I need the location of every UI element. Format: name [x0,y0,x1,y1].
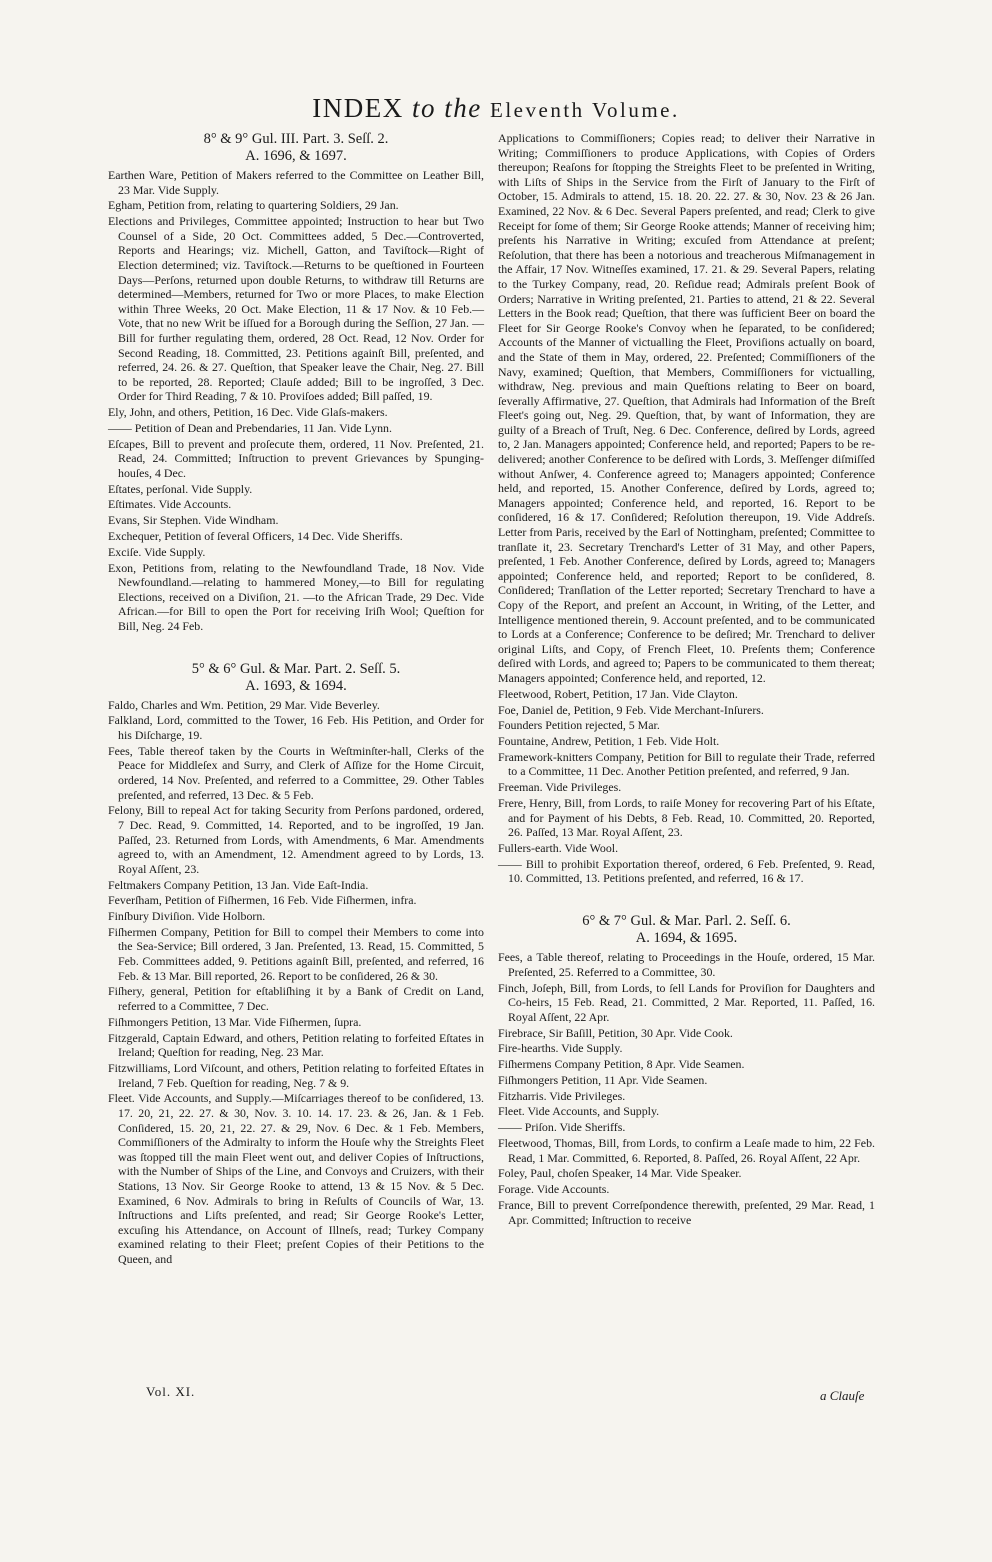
index-entry: Faldo, Charles and Wm. Petition, 29 Mar. Vide Beverley. [108,697,380,712]
section-year: A. 1693, & 1694. [245,677,347,694]
header-index: INDEX [312,93,404,123]
index-entry: Fiſhmongers Petition, 11 Apr. Vide Seamen. [498,1072,708,1087]
index-entry: Fleet. Vide Accounts, and Supply.—Miſcarriages thereof to be conſidered, 13. 17. 20, 21, 22. 27. & 30, Nov. 3. 10. 14. 17. 23. & 26, Jan. & 1 Feb. Conſidered, 15. 20, 21, 22. 27. & 29, Nov. 6 Dec. & 1 Feb. Members, Commiſſioners of the Admiralty to inform the Houſe why the Streights Fleet was ſtopped till the main Fleet went out, and deliver Copies of Inſtructions, with the Number of Ships of the Line, and Convoys and Cruizers, with their Stations, 13 Nov. Sir George Rooke to attend, 13 & 15 Nov. & 5 Dec. Examined, 6 Nov. Admirals to bring in Reſults of Councils of War, 13. Inſtructions and Liſts preſented, and read; Sir George Rooke's Letter, excuſing his Attendance, on Account of Illneſs, read; Turkey Company examined relating to their Fleet; preſent Copies of their Petitions to the Queen, and [108,1091,484,1266]
header-the: the [444,93,482,123]
index-entry: Feverſham, Petition of Fiſhermen, 16 Feb. Vide Fiſhermen, infra. [108,893,417,908]
entry-list [498,687,875,886]
index-entry: Fiſhery, general, Petition for eſtabliſhing it by a Bank of Credit on Land, referred to a Committee, 7 Dec. [108,984,484,1014]
entry-list [108,168,484,633]
index-entry: —— Petition of Dean and Prebendaries, 11 Jan. Vide Lynn. [108,420,392,435]
right-column [498,131,875,1228]
index-entry: Fire-hearths. Vide Supply. [498,1041,623,1056]
index-entry: France, Bill to prevent Correſpondence therewith, preſented, 29 Mar. Read, 1 Apr. Committed; Inſtruction to receive [498,1197,875,1227]
index-entry: Firebrace, Sir Baſill, Petition, 30 Apr. Vide Cook. [498,1025,733,1040]
index-entry: Feltmakers Company Petition, 13 Jan. Vide Eaſt-India. [108,877,369,892]
index-entry: Eſtates, perſonal. Vide Supply. [108,481,253,496]
index-entry: Fleetwood, Thomas, Bill, from Lords, to confirm a Leaſe made to him, 22 Feb. Read, 1 Mar. Committed, 6. Reported, 8. Paſſed, 26. Royal Aſſent, 22 Apr. [498,1135,875,1165]
index-entry: Fleetwood, Robert, Petition, 17 Jan. Vide Clayton. [498,686,738,701]
continuation-text: Applications to Commiſſioners; Copies read; to deliver their Narrative in Writing; Commiſſioners to produce Applications, with Copies of Orders thereupon; Reaſons for ſtopping the Streights Fleet to be preſented in Writing, with Liſts of Ships in the Service from the Firſt of January to the Firſt of October, 15. Admirals to attend, 15. 18. 20. 22. 27. & 30, Nov. 23 & 26 Jan. Examined, 22 Nov. & 6 Dec. Several Papers preſented, and read; Clerk to give Receipt for ſome of them; Sir George Rooke attends; Manner of receiving him; preſents his Narrative in Writing; excuſed from Attendance at preſent; Reſolution, that there has been a notorious and treacherous Miſmanagement in the Affair, 17 Nov. Witneſſes examined, 17. 21. & 29. Several Papers, relating to the Turkey Company, read, 20. Reſidue read; Admirals preſent Book of Orders; Narrative in Writing preſented, 21. Parties to attend, 21 & 22. Several Letters in the Book read; Queſtion, that there was ſufficient Beer on board the Fleet for Sir George Rooke's Convoy when he ſeparated, to be conſidered; Accounts of the Manner of victualling the Fleet, Proviſions actually on board, and the State of them in May, ordered, 22. Preſented; Commiſſioners of the Navy, examined; Queſtion, that Members, Commiſſioners for victualling, withdraw, Neg. previous and main Queſtions relating to Beer on board, ſeverally Affirmative, 27. Queſtion, that Admirals had Information of the Breſt Fleet's going out, Neg. 29. Queſtion, that, by want of Information, they are guilty of a Breach of Truſt, Neg. 6 Dec. Conference, deſired by Lords, agreed to, 2 Jan. Managers appointed; Conference held, and reported; Papers to be re-delivered; another Conference to be deſired with Lords, 3. Meſſenger diſmiſſed without Anſwer, 4. Conference agreed to; Managers appointed; Conference held, and reported, 15. Another Conference, deſired by Lords, agreed to; Managers appointed; Conference held, and reported, 16. Report to be conſidered, 16 & 17. Conſidered; Reſolution thereupon, 19. Vide Addreſs. Letter from Paris, received by the Earl of Nottingham, preſented; Committee to tranſlate it, 23. Secretary Trenchard's Letter of 31 May, and other Papers, preſented, 1 Feb. Another Conference, deſired by Lords, agreed to; Managers appointed; Conference held, and reported; Report to be conſidered, 8. Conſidered; Tranſlation of the Letter reported; Secretary Trenchard to have a Copy of the Report, and preſent an Account, in Writing, of the Letter, and Intelligence mentioned therein, 9. Account preſented, and to be communicated to Lords at a Conference; Conference to be deſired; Mr. Trenchard to deliver original Liſts, and Copy, of French Fleet, 10. Preſents them; Conference deſired with Lords, and agreed to; Papers to be communicated to them thereat; Managers appointed; Conference held, and reported, 12. [498,131,875,685]
index-entry: Earthen Ware, Petition of Makers referred to the Committee on Leather Bill, 23 Mar. Vide Supply. [108,168,484,197]
index-entry: Ely, John, and others, Petition, 16 Dec. Vide Glaſs-makers. [108,405,388,420]
index-entry: Evans, Sir Stephen. Vide Windham. [108,513,279,528]
header-title: Eleventh Volume. [490,98,680,122]
index-entry: Fiſhermens Company Petition, 8 Apr. Vide Seamen. [498,1057,745,1072]
section-heading: 6° & 7° Gul. & Mar. Parl. 2. Seſſ. 6. [582,913,791,930]
index-entry: Foe, Daniel de, Petition, 9 Feb. Vide Merchant-Inſurers. [498,702,764,717]
index-entry: Elections and Privileges, Committee appointed; Instruction to hear but Two Counsel of a Side, 20 Oct. Committees added, 5 Dec.—Controverted, Reports and Hearings; viz. Michell, Gatton, and Taviſtock—Right of Election determined; viz. Taviſtock.—Returns to be queſtioned in Fourteen Days—Perſons, returned upon double Returns, to withdraw till Returns are determined—Members, returned for Two or more Places, to make Election within Three Weeks, 20 Oct. Make Election, 11 & 17 Nov. & 10 Feb.—Vote, that no new Writ be iſſued for a Borough during the Seſſion, 27 Jan. —Bill for further regulating them, ordered, 28 Oct. Read, 12 Nov. Order for Second Reading, 18. Committed, 23. Petitions againſt Bill, preſented, and referred, 24. 26. & 27. Queſtion, that Speaker leave the Chair, Neg. 27. Bill to be reported, 28. Reported; Clauſe added; Bill to be ingroſſed, 3 Dec. Order for Third Reading, 7 & 10. Proviſoes added; Bill paſſed, 19. [108,214,484,404]
index-entry: Falkland, Lord, committed to the Tower, 16 Feb. His Petition, and Order for his Diſcharge, 19. [108,713,484,743]
section-year: A. 1694, & 1695. [635,930,738,947]
page-header [0,93,992,124]
index-entry: Finſbury Diviſion. Vide Holborn. [108,909,266,924]
index-entry: Fitzgerald, Captain Edward, and others, Petition relating to forfeited Eſtates in Ireland; Queſtion for reading, Neg. 23 Mar. [108,1030,484,1060]
index-entry: Exciſe. Vide Supply. [108,544,206,559]
left-column [108,131,484,1268]
index-entry: Fees, a Table thereof, relating to Proceedings in the Houſe, ordered, 15 Mar. Preſented, 25. Referred to a Committee, 30. [498,950,875,979]
index-entry: —— Bill to prohibit Exportation thereof, ordered, 6 Feb. Preſented, 9. Read, 10. Committed, 13. Petitions preſented, and referred, 16 & 17. [498,856,875,886]
index-entry: Fees, Table thereof taken by the Courts in Weſtminſter-hall, Clerks of the Peace for Middleſex and Surry, and Clerk of Aſſize for the Home Circuit, ordered, 14 Nov. Preſented, and referred to a Committee, 29. Other Tables preſented, and referred, 13 Dec. & 5 Feb. [108,743,484,802]
index-entry: Finch, Joſeph, Bill, from Lords, to ſell Lands for Proviſion for Daughters and Co-heirs, 15 Feb. Read, 21. Committed, 2 Mar. Reported, 11. Paſſed, 16. Royal Aſſent, 22 Apr. [498,980,875,1024]
catchword: a Clauſe [820,1388,865,1403]
index-entry: Fiſhermen Company, Petition for Bill to compel their Members to come into the Sea-Service; Bill ordered, 3 Jan. Preſented, 13. Read, 15. Committed, 5 Feb. Committees added, 9. Petitions againſt Bill, preſented, and referred, 16 Feb. & 13 Mar. Bill reported, 26. Report to be conſidered, 26 & 30. [108,924,484,983]
index-entry: Framework-knitters Company, Petition for Bill to regulate their Trade, referred to a Committee, 11 Dec. Another Petition preſented, and referred, 9 Jan. [498,749,875,779]
index-entry: Felony, Bill to repeal Act for taking Security from Perſons pardoned, ordered, 7 Dec. Read, 9. Committed, 14. Reported, and to be ingroſſed, 19 Jan. Paſſed, 23. Returned from Lords, with Amendments, 6 Mar. Amendments agreed to, with an Amendment, 12. Amendment agreed to by Lords, 13. Royal Aſſent, 23. [108,803,484,876]
index-entry: Eſcapes, Bill to prevent and proſecute them, ordered, 11 Nov. Preſented, 21. Read, 24. Committed; Inſtruction to prevent Grievances by Spunging-houſes, 4 Dec. [108,436,484,480]
index-entry: Foley, Paul, choſen Speaker, 14 Mar. Vide Speaker. [498,1166,742,1181]
index-entry: Freeman. Vide Privileges. [498,780,622,795]
index-entry: Eſtimates. Vide Accounts. [108,497,232,512]
header-to: to [412,93,437,123]
index-entry: Fiſhmongers Petition, 13 Mar. Vide Fiſhermen, ſupra. [108,1014,362,1029]
index-entry: Fullers-earth. Vide Wool. [498,841,619,855]
index-entry: Exon, Petitions from, relating to the Newfoundland Trade, 18 Nov. Vide Newfoundland.—relating to hammered Money,—to Bill for regulating Elections, received on a Diviſion, 21. —to the African Trade, 29 Dec. Vide African.—for Bill to open the Port for receiving Iriſh Wool; Queſtion for Bill, Neg. 24 Feb. [108,560,484,633]
index-entry: Forage. Vide Accounts. [498,1182,610,1197]
volume-signature: Vol. XI. [146,1384,196,1399]
index-entry: Fitzharris. Vide Privileges. [498,1088,626,1103]
index-entry: Fitzwilliams, Lord Viſcount, and others, Petition relating to forfeited Eſtates in Ireland, 7 Feb. Queſtion for reading, Neg. 7 & 9. [108,1060,484,1090]
section-heading: 5° & 6° Gul. & Mar. Part. 2. Seſſ. 5. [191,660,401,677]
index-entry: Fountaine, Andrew, Petition, 1 Feb. Vide Holt. [498,734,720,749]
index-entry: —— Priſon. Vide Sheriffs. [498,1120,626,1135]
index-entry: Frere, Henry, Bill, from Lords, to raiſe Money for recovering Part of his Eſtate, and for Payment of his Debts, 8 Feb. Read, 10. Committed, 20. Reported, 26. Paſſed, 13 Mar. Royal Aſſent, 23. [498,796,875,840]
index-entry: Fleet. Vide Accounts, and Supply. [498,1104,660,1119]
entry-list [498,950,875,1227]
index-entry: Egham, Petition from, relating to quartering Soldiers, 29 Jan. [108,198,399,213]
index-entry: Exchequer, Petition of ſeveral Officers, 14 Dec. Vide Sheriffs. [108,528,403,543]
section-year: A. 1696, & 1697. [245,148,347,164]
index-entry: Founders Petition rejected, 5 Mar. [498,718,660,733]
section-heading: 8° & 9° Gul. III. Part. 3. Seſſ. 2. [203,131,389,147]
entry-list [108,698,484,1267]
